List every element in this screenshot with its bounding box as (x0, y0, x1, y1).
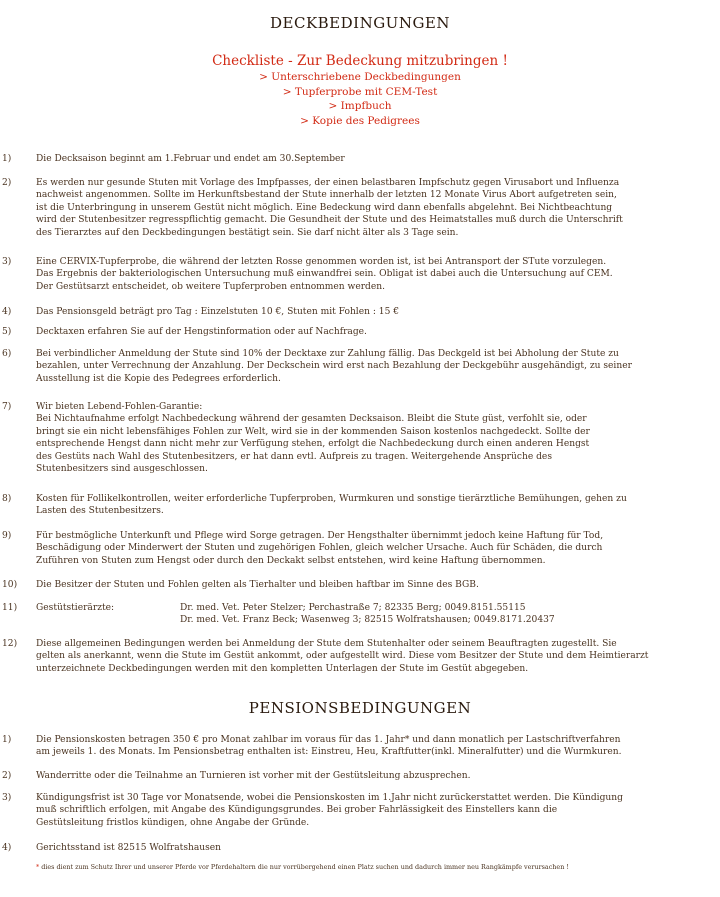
item-text: Bei verbindlicher Anmeldung der Stute sind 10% der Decktaxe zur Zahlung fällig. Das Deckgeld ist bei Abholung der Stute zu bezahlen, unter Verrechnung der Anzahlung. Der Deckschein wird erst nach Bezahlung der Deckgebühr ausgehändigt, zu seiner Ausstellung ist die Kopie des Pedegrees erforderlich. (36, 349, 632, 384)
item-text: Gerichtsstand ist 82515 Wolfratshausen (36, 843, 222, 853)
vet-contact: Dr. med. Vet. Franz Beck; Wasenweg 3; 82515 Wolfratshausen; 0049.8171.20437 (180, 615, 555, 626)
footnote-star: * (36, 863, 40, 871)
item-text: Die Decksaison beginnt am 1.Februar und endet am 30.September (36, 154, 345, 164)
checklist-item: > Kopie des Pedigrees (300, 114, 420, 127)
item-text: Wanderritte oder die Teilnahme an Turnieren ist vorher mit der Gestütsleitung abzusprechen. (36, 771, 471, 781)
checklist-heading: Checkliste - Zur Bedeckung mitzubringen ! (212, 53, 508, 69)
pension-conditions-title: PENSIONSBEDINGUNGEN (248, 699, 472, 717)
item-text: Kündigungsfrist ist 30 Tage vor Monatsende, wobei die Pensionskosten im 1.Jahr nicht zurückerstattet werden. Die Kündigung muß schriftlich erfolgen, mit Angabe des Kündigungsgrundes. Bei grober Fahrlässigkeit des Einstellers kann die Gestütsleitung fristlos kündigen, ohne Angabe der Gründe. (36, 793, 623, 828)
item-number: 8) (2, 494, 12, 504)
item-text: Gestütstierärzte: (36, 603, 115, 613)
item-number: 7) (2, 402, 12, 412)
item-number: 12) (2, 639, 18, 649)
footnote (36, 863, 569, 871)
footnote-text: dies dient zum Schutz Ihrer und unserer Pferde vor Pferdehaltern die nur vorrübergehend einen Platz suchen und dadurch immer neu Rangkämpfe verursachen ! (39, 863, 569, 871)
vet-contact: Dr. med. Vet. Peter Stelzer; Perchastraße 7; 82335 Berg; 0049.8151.55115 (180, 603, 526, 613)
item-number: 1) (2, 735, 12, 745)
item-number: 2) (2, 771, 12, 781)
item-text: Die Besitzer der Stuten und Fohlen gelten als Tierhalter und bleiben haftbar im Sinne des BGB. (36, 580, 479, 590)
item-number: 10) (2, 580, 18, 590)
item-number: 5) (2, 327, 12, 337)
item-number: 9) (2, 531, 12, 541)
checklist-item: > Tupferprobe mit CEM-Test (282, 85, 438, 98)
item-text: Wir bieten Lebend-Fohlen-Garantie: Bei Nichtaufnahme erfolgt Nachbedeckung während der gesamten Decksaison. Bleibt die Stute güst, verfohlt sie, oder bringt sie ein nicht lebensfähiges Fohlen zur Welt, wird sie in der kommenden Saison kostenlos nachgedeckt. Sollte der entsprechende Hengst dann nicht mehr zur Verfügung stehen, erfolgt die Nachbedeckung durch einen anderen Hengst des Gestüts nach Wahl des Stutenbesitzers, er hat dann evtl. Aufpreis zu tragen. Weitergehende Ansprüche des Stutenbesitzers sind ausgeschlossen. (36, 402, 590, 475)
item-number: 2) (2, 178, 12, 188)
item-text: Eine CERVIX-Tupferprobe, die während der letzten Rosse genommen worden ist, ist bei Antransport der STute vorzulegen. Das Ergebnis der bakteriologischen Untersuchung muß einwandfrei sein. Obligat ist dabei auch die Untersuchung auf CEM. Der Gestütsarzt entscheidet, ob weitere Tupferproben entnommen werden. (36, 257, 613, 292)
checklist-item: > Impfbuch (328, 100, 392, 112)
item-text: Es werden nur gesunde Stuten mit Vorlage des Impfpasses, der einen belastbaren Impfschutz gegen Virusabort und Influenza nachweist angenommen. Sollte im Herkunftsbestand der Stute innerhalb der letzten 12 Monate Virus Abort aufgetreten sein, ist die Unterbringung in unserem Gestüt nicht möglich. Eine Bedeckung wird dann ebenfalls abgelehnt. Bei Nichtbeachtung wird der Stutenbesitzer regresspflichtig gemacht. Die Gesundheit der Stute und des Heimatstalles muß durch die Unterschrift des Tierarztes auf den Deckbedingungen bestätigt sein. Sie darf nicht älter als 3 Tage sein. (36, 178, 623, 238)
item-number: 3) (2, 257, 12, 267)
item-number: 6) (2, 349, 12, 359)
item-text: Das Pensionsgeld beträgt pro Tag : Einzelstuten 10 €, Stuten mit Fohlen : 15 € (36, 307, 400, 317)
item-text: Kosten für Follikelkontrollen, weiter erforderliche Tupferproben, Wurmkuren und sonstige tierärztliche Bemühungen, gehen zu Lasten des Stutenbesitzers. (36, 494, 627, 517)
item-number: 4) (2, 843, 12, 853)
item-text: Diese allgemeinen Bedingungen werden bei Anmeldung der Stute dem Stutenhalter oder seinem Beauftragten zugestellt. Sie gelten als anerkannt, wenn die Stute im Gestüt ankommt, oder aufgestellt wird. Diese vom Besitzer der Stute und dem Heimtierarzt unterzeichnete Deckbedingungen werden mit den kompletten Unterlagen der Stute im Gestüt abgegeben. (36, 639, 649, 674)
vet-contacts (180, 602, 555, 627)
item-number: 1) (2, 154, 12, 164)
item-number: 11) (2, 603, 18, 613)
checklist (0, 53, 720, 128)
item-text: Decktaxen erfahren Sie auf der Hengstinformation oder auf Nachfrage. (36, 327, 367, 337)
item-number: 4) (2, 307, 12, 317)
checklist-item: > Unterschriebene Deckbedingungen (259, 71, 461, 83)
item-text: Für bestmögliche Unterkunft und Pflege wird Sorge getragen. Der Hengsthalter übernimmt jedoch keine Haftung für Tod, Beschädigung oder Minderwert der Stuten und zugehörigen Fohlen, gleich welcher Ursache. Auch für Schäden, die durch Zuführen von Stuten zum Hengst oder durch den Deckakt selbst entstehen, wird keine Haftung übernommen. (36, 531, 604, 566)
item-number: 3) (2, 793, 12, 803)
item-text: Die Pensionskosten betragen 350 € pro Monat zahlbar im voraus für das 1. Jahr* und dann monatlich per Lastschriftverfahren am jeweils 1. des Monats. Im Pensionsbetrag enthalten ist: Einstreu, Heu, Kraftfutter(inkl. Mineralfutter) und die Wurmkuren. (36, 735, 622, 758)
deck-conditions-title: DECKBEDINGUNGEN (269, 14, 450, 32)
